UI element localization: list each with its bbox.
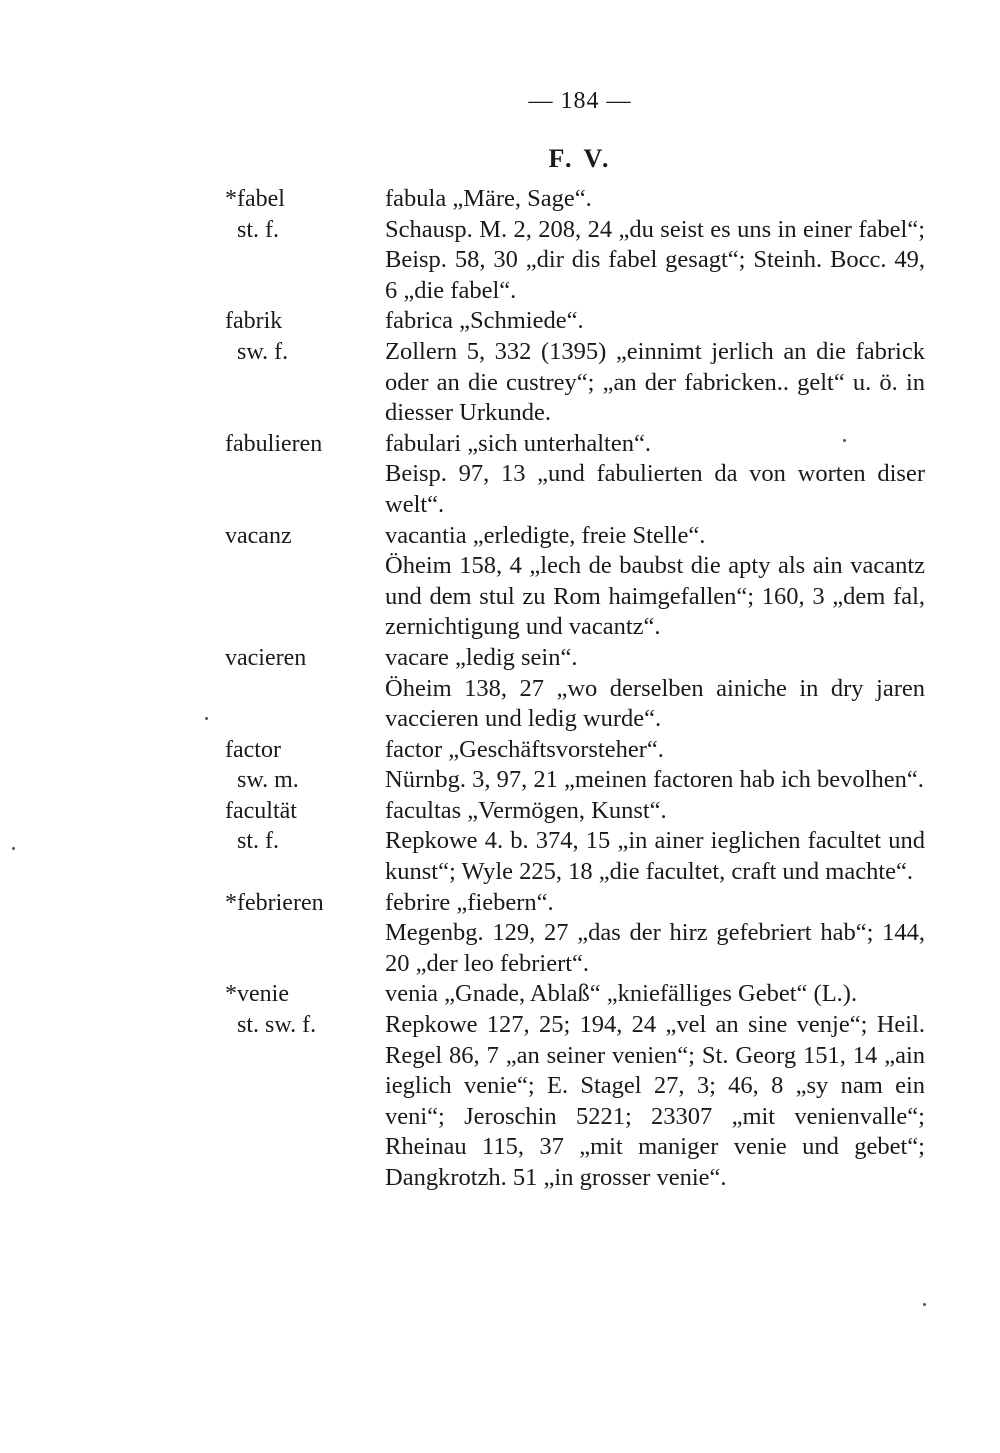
entry-gloss: fabulari „sich unterhalten“. — [385, 429, 651, 457]
entry-gloss: vacare „ledig sein“. — [385, 643, 578, 671]
entry-citations: Beisp. 97, 13 „und fabulierten da von worten diser welt“. — [385, 460, 925, 518]
entry-citations: Zollern 5, 332 (1395) „einnimt jerlich an die fabrick oder an die custrey“; „an der fabricken.. gelt“ u. ö. in diesser Urkunde. — [385, 337, 925, 427]
entry-body — [385, 429, 925, 521]
entry-grammar: st. f. — [237, 216, 279, 243]
entry-lemma: vacanz — [225, 522, 292, 549]
entry-gloss: factor „Geschäftsvorsteher“. — [385, 735, 664, 763]
entry-headword-column — [225, 306, 385, 428]
entry-headword-column — [225, 184, 385, 306]
entry-headword-column — [225, 888, 385, 980]
scan-speck — [12, 847, 15, 850]
entry-grammar: st. sw. f. — [237, 1012, 317, 1039]
entry-lemma: vacieren — [225, 644, 307, 671]
section-heading: F. V. — [548, 144, 612, 173]
entry-lemma: fabrik — [225, 308, 283, 335]
entry-body — [385, 796, 925, 888]
entry-citations: Öheim 138, 27 „wo derselben ainiche in dry jaren vaccieren und ledig wurde“. — [385, 674, 925, 733]
entry-headword-column — [225, 979, 385, 1193]
entry-headword-column — [225, 643, 385, 735]
dictionary-entry — [225, 521, 925, 643]
entry-body — [385, 888, 925, 980]
entry-citations: Repkowe 4. b. 374, 15 „in ainer ieglichen facultet und kunst“; Wyle 225, 18 „die facultet, craft und machte“. — [385, 827, 925, 886]
entry-headword-column — [225, 735, 385, 796]
entry-lemma: *venie — [225, 981, 289, 1008]
entry-grammar: sw. f. — [237, 338, 289, 365]
entry-body — [385, 979, 925, 1193]
entry-grammar: sw. m. — [237, 767, 299, 794]
entry-headword-column — [225, 521, 385, 643]
entry-body — [385, 184, 925, 306]
entry-body — [385, 735, 925, 796]
entry-gloss: fabula „Märe, Sage“. — [385, 185, 592, 212]
page-number: — 184 — — [528, 88, 632, 114]
entry-headword-column — [225, 429, 385, 521]
entry-body — [385, 643, 925, 735]
entry-body — [385, 521, 925, 643]
entry-citations: Megenbg. 129, 27 „das der hirz gefebriert hab“; 144, 20 „der leo febriert“. — [385, 919, 925, 977]
entry-gloss: venia „Gnade, Ablaß“ „kniefälliges Gebet“ (L.). — [385, 980, 858, 1008]
dictionary-entry — [225, 796, 925, 888]
scan-speck — [205, 717, 208, 720]
entry-citations: Nürnbg. 3, 97, 21 „meinen factoren hab ich bevolhen“. — [385, 766, 924, 794]
entry-citations: Öheim 158, 4 „lech de baubst die apty als ain vacantz und dem stul zu Rom haimgefallen“; 160, 3 „dem fal, zernichtigung und vacantz“. — [385, 552, 925, 641]
entry-lemma: fabulieren — [225, 430, 323, 457]
entry-headword-column — [225, 796, 385, 888]
entry-gloss: vacantia „erledigte, freie Stelle“. — [385, 521, 706, 549]
entry-citations: Repkowe 127, 25; 194, 24 „vel an sine venje“; Heil. Regel 86, 7 „an seiner venien“; St. Georg 151, 14 „ain ieglich venie“; E. Stagel 27, 3; 46, 8 „sy nam ein veni“; Jeroschin 5221; 23307 „mit venienvalle“; Rheinau 115, 37 „mit maniger venie und gebet“; Dangkrotzh. 51 „in grosser venie“. — [385, 1011, 925, 1191]
scan-speck — [843, 439, 846, 442]
entry-grammar: st. f. — [237, 828, 279, 855]
dictionary-entry — [225, 888, 925, 980]
entry-lemma: facultät — [225, 797, 297, 824]
dictionary-entry — [225, 429, 925, 521]
entry-lemma: *fabel — [225, 186, 285, 212]
dictionary-entry — [225, 184, 925, 306]
entry-gloss: febrire „fiebern“. — [385, 888, 554, 916]
entry-citations: Schausp. M. 2, 208, 24 „du seist es uns in einer fabel“; Beisp. 58, 30 „dir dis fabel gesagt“; Steinh. Bocc. 49, 6 „die fabel“. — [385, 215, 925, 304]
scan-speck — [923, 1303, 926, 1306]
entry-lemma: factor — [225, 736, 281, 763]
dictionary-entry — [225, 643, 925, 735]
entry-body — [385, 306, 925, 428]
dictionary-entry — [225, 306, 925, 428]
dictionary-entry — [225, 735, 925, 796]
dictionary-entries — [225, 184, 925, 1194]
entry-gloss: fabrica „Schmiede“. — [385, 307, 584, 335]
entry-gloss: facultas „Vermögen, Kunst“. — [385, 796, 667, 824]
dictionary-entry — [225, 979, 925, 1193]
entry-lemma: *febrieren — [225, 889, 324, 916]
